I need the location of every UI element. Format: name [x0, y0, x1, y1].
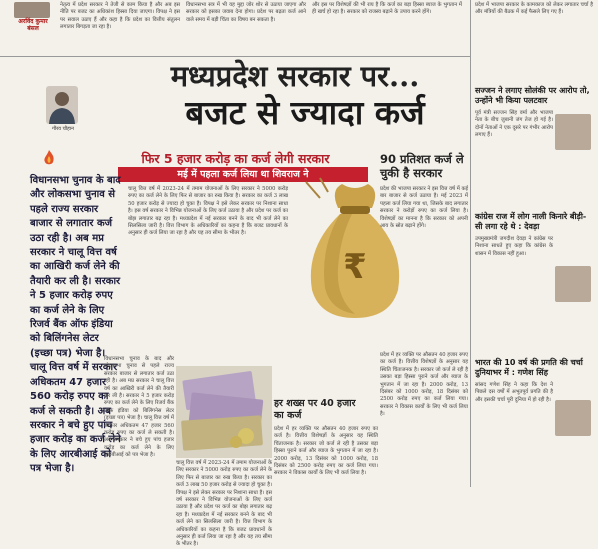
money-caption: हर शख्स पर 40 हजार का कर्ज [274, 398, 356, 421]
author-name: गौरव चौहान [52, 126, 74, 132]
top-column-a: नेतृत्व में प्रदेश सरकार ने तेजी से काम किया है और अब इस नीति पर बजट का अधिकांश हिस्सा दिया जाएगा। विपक्ष ने इस पर सवाल उठाए हैं और कहा है कि प्रदेश का वित्तीय संतुलन लगातार बिगड़ता जा रहा है। [60, 2, 180, 31]
right-item2-portrait [555, 114, 591, 150]
right-item2-text: पूर्व मंत्री सज्जन सिंह वर्मा और भाजपा नेता के बीच जुबानी जंग तेज हो गई है। दोनों नेताओं ने एक दूसरे पर गंभीर आरोप लगाए हैं। [475, 110, 553, 139]
top-column-b: विधानसभा सत्र में भी यह मुद्दा जोर शोर से उठाया जाएगा और सरकार को इसका जवाब देना होगा। प्रदेश पर बढ़ता कर्ज आने वाले समय में बड़ी चिंता का विषय बन सकता है। [186, 2, 306, 23]
right-item1-text: प्रदेश में भाजपा सरकार के कामकाज को लेकर लगातार चर्चा है और मंत्रियों की बैठक में कई फैसले लिए गए हैं। [475, 2, 593, 16]
right-item4-portrait [555, 400, 591, 436]
lead-paragraph: विधानसभा चुनाव के बाद और लोकसभा चुनाव से पहले राज्य सरकार बाजार से लगातार कर्ज उठा रही है। अब मप्र सरकार ने चालू वित्त वर्ष का आखिरी कर्ज लेने की तैयारी कर ली है। सरकार ने 5 हजार करोड़ रुपए का कर्ज लेने के लिए रिजर्व बैंक ऑफ इंडिया को बिलिंगनेस लेटर (इच्छा पत्र) भेजा है। चालू वित्त वर्ष में सरकार अधिकतम 47 हजार 560 करोड़ रुपए का कर्ज ले सकती है। अब सरकार ने बचे हुए पांच हजार करोड़ का कर्ज लेने के लिए आरबीआई को पत्र भेजा है। [30, 175, 121, 475]
right-item4-title: भारत की 10 वर्ष की प्रगति की चर्चा दुनियाभर में : गणेश सिंह [475, 358, 583, 377]
subheadline: फिर 5 हजार करोड़ का कर्ज लेगी सरकार [141, 151, 330, 166]
right-item3-title: कांग्रेस राज में लोग नाली किनारे बीड़ी-सी लगा रहे थे : देवड़ा [475, 212, 587, 231]
person-photo [14, 2, 50, 18]
currency-notes-image [176, 366, 272, 458]
body-middle: चालू वित्त वर्ष में 2023-24 में तमाम योजनाओं के लिए सरकार ने 5000 करोड़ रुपए का कर्ज लेने के लिए फिर से बाजार का रुख किया है। सरकार का कर्ज 3 लाख 50 हजार करोड़ से ज्यादा हो चुका है। विपक्ष ने इसे लेकर सरकार पर निशाना साधा है। इस वर्ष सरकार ने विभिन्न योजनाओं के लिए कर्ज उठाया है और प्रदेश पर कर्ज का बोझ लगातार बढ़ रहा है। मध्यप्रदेश में नई सरकार बनने के बाद भी कर्ज लेने का सिलसिला जारी है। वित्त विभाग के अधिकारियों का कहना है कि बजट प्रावधानों के अनुसार ही कर्ज लिया जा रहा है और यह तय सीमा के भीतर है। [128, 186, 288, 237]
top-column-c: और इस पर विशेषज्ञों की भी राय है कि कर्ज का बड़ा हिस्सा ब्याज के भुगतान में ही खर्च हो रहा है। सरकार को राजस्व बढ़ाने के उपाय करने होंगे। [312, 2, 462, 16]
flame-icon [42, 150, 56, 166]
author-photo [46, 86, 78, 124]
side-quote: 90 प्रतिशत कर्ज ले चुकी है सरकार [380, 152, 464, 180]
body-lower-mid: प्रदेश में हर व्यक्ति पर औसतन 40 हजार रुपए का कर्ज है। वित्तीय विशेषज्ञों के अनुसार यह स्थिति चिंताजनक है। सरकार जो कर्ज ले रही है उसका बड़ा हिस्सा पुराने कर्ज और ब्याज के भुगतान में जा रहा है। 2000 करोड़, 13 दिसंबर को 1000 करोड़, 18 दिसंबर को 2500 करोड़ रुपए का कर्ज लिया गया। सरकार ने विकास कार्यों के लिए भी कर्ज लिया है। [274, 426, 378, 477]
svg-text:₹: ₹ [343, 247, 367, 287]
body-lower-left: विधानसभा चुनाव के बाद और लोकसभा चुनाव से पहले राज्य सरकार बाजार से लगातार कर्ज उठा रही है। अब मप्र सरकार ने चालू वित्त वर्ष का आखिरी कर्ज लेने की तैयारी कर ली है। सरकार ने 5 हजार करोड़ रुपए का कर्ज लेने के लिए रिजर्व बैंक ऑफ इंडिया को बिलिंगनेस लेटर (इच्छा पत्र) भेजा है। चालू वित्त वर्ष में सरकार अधिकतम 47 हजार 560 करोड़ रुपए का कर्ज ले सकती है। अब सरकार ने बचे हुए पांच हजार करोड़ का कर्ज लेने के लिए आरबीआई को पत्र भेजा है। [104, 356, 174, 459]
body-bottom-center: चालू वित्त वर्ष में 2023-24 में तमाम योजनाओं के लिए सरकार ने 5000 करोड़ रुपए का कर्ज लेने के लिए फिर से बाजार का रुख किया है। सरकार का कर्ज 3 लाख 50 हजार करोड़ से ज्यादा हो चुका है। विपक्ष ने इसे लेकर सरकार पर निशाना साधा है। इस वर्ष सरकार ने विभिन्न योजनाओं के लिए कर्ज उठाया है और प्रदेश पर कर्ज का बोझ लगातार बढ़ रहा है। मध्यप्रदेश में नई सरकार बनने के बाद भी कर्ज लेने का सिलसिला जारी है। वित्त विभाग के अधिकारियों का कहना है कि बजट प्रावधानों के अनुसार ही कर्ज लिया जा रहा है और यह तय सीमा के भीतर है। [176, 460, 272, 548]
right-item3-text: उपमुख्यमंत्री जगदीश देवड़ा ने कांग्रेस पर निशाना साधते हुए कहा कि कांग्रेस के शासन में विकास नहीं हुआ। [475, 236, 553, 257]
top-divider [0, 56, 470, 57]
right-item4-text: सांसद गणेश सिंह ने कहा कि देश ने पिछले दस वर्षों में अभूतपूर्व प्रगति की है और इसकी चर्चा पूरी दुनिया में हो रही है। [475, 382, 553, 403]
subheadline-banner: मई में पहला कर्ज लिया था शिवराज ने [118, 167, 368, 182]
body-right: प्रदेश की भाजपा सरकार ने इस वित्त वर्ष में कई बार बाजार से कर्ज उठाया है। मई 2023 में पहला कर्ज लिया गया था, जिसके बाद लगातार सरकार ने करोड़ों रुपए का कर्ज लिया है। विशेषज्ञों का मानना है कि सरकार को अपनी आय के स्रोत बढ़ाने होंगे। [380, 186, 468, 230]
body-lower-right: प्रदेश में हर व्यक्ति पर औसतन 40 हजार रुपए का कर्ज है। वित्तीय विशेषज्ञों के अनुसार यह स्थिति चिंताजनक है। सरकार जो कर्ज ले रही है उसका बड़ा हिस्सा पुराने कर्ज और ब्याज के भुगतान में जा रहा है। 2000 करोड़, 13 दिसंबर को 1000 करोड़, 18 दिसंबर को 2500 करोड़ रुपए का कर्ज लिया गया। सरकार ने विकास कार्यों के लिए भी कर्ज लिया है। [380, 352, 468, 418]
author-silhouette-icon [46, 86, 78, 124]
right-news-column [470, 0, 598, 487]
right-item2-title: सज्जन ने लगाए सोलंकी पर आरोप तो, उन्होंने भी किया पलटवार [475, 86, 590, 105]
headline-line2: बजट से ज्यादा कर्ज [185, 93, 425, 132]
right-item3-portrait [555, 266, 591, 302]
person-name: अरविंद कुमार बंसल [18, 18, 48, 32]
headline-line1: मध्यप्रदेश सरकार पर... [170, 59, 420, 93]
top-article-strip [0, 0, 470, 58]
